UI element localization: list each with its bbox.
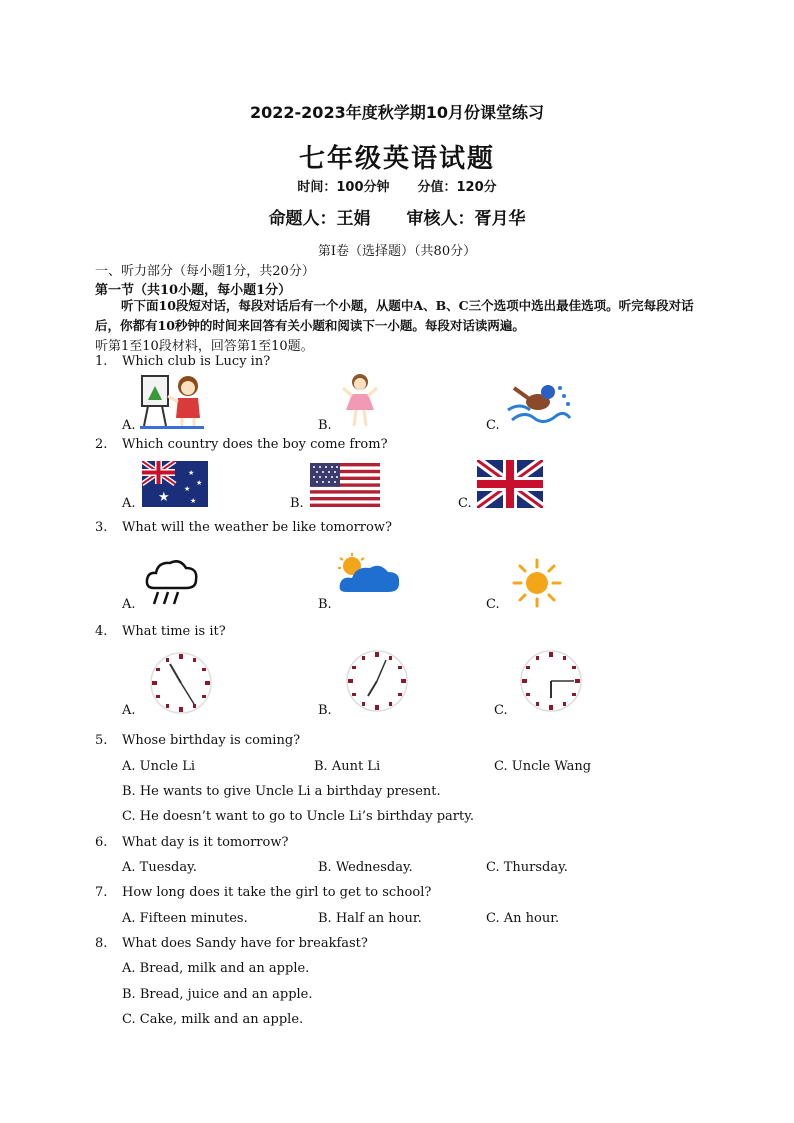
svg-text:★: ★ — [184, 485, 191, 493]
question-text: What day is it tomorrow? — [122, 835, 289, 850]
uk-flag — [477, 460, 543, 508]
question-number: 7. — [95, 885, 108, 900]
svg-text:★: ★ — [188, 469, 195, 477]
exam-reviewer: 审核人：胥月华 — [406, 209, 526, 229]
exam-authors — [0, 204, 794, 229]
option-label: A. — [122, 418, 136, 433]
exam-title: 七年级英语试题 — [298, 144, 495, 174]
cloudy-icon — [336, 552, 402, 598]
option-label: C. Uncle Wang — [494, 759, 592, 774]
option-label: B. Wednesday. — [318, 860, 413, 875]
sun-icon — [512, 558, 562, 608]
question-number: 4. — [95, 624, 108, 639]
question-text: What time is it? — [122, 624, 226, 639]
part1-heading: 一、听力部分（每小题1分，共20分） — [95, 264, 315, 279]
svg-text:★: ★ — [196, 479, 203, 487]
option-label: C. — [486, 418, 500, 433]
option-label: C. — [458, 496, 472, 511]
swimmer-picture — [504, 380, 574, 432]
girl-painting-picture — [138, 372, 210, 430]
question-number: 6. — [95, 835, 108, 850]
option-label: C. — [486, 597, 500, 612]
exam-meta — [0, 176, 794, 195]
question-text: What will the weather be like tomorrow? — [122, 520, 392, 535]
option-label: A. — [122, 597, 136, 612]
exam-time: 时间：100分钟 — [297, 180, 390, 195]
exam-title-line1: 2022-2023年度秋学期10月份课堂练习 — [250, 103, 544, 122]
option-label: B. — [318, 597, 332, 612]
question-text: Which country does the boy come from? — [122, 437, 388, 452]
option-label: A. — [122, 703, 136, 718]
rain-cloud-icon — [144, 554, 200, 608]
instructions: 听下面10段短对话，每段对话后有一个小题，从题中A、B、C三个选项中选出最佳选项。听完每段对话后，你都有10秒钟的时间来回答有关小题和阅读下一小题。每段对话读两遍。 — [95, 298, 694, 333]
exam-score: 分值：120分 — [417, 180, 497, 195]
option-label: B. He wants to give Uncle Li a birthday present. — [122, 784, 441, 799]
exam-author: 命题人：王娟 — [268, 209, 371, 229]
material-note: 听第1至10段材料，回答第1至10题。 — [95, 339, 314, 354]
question-number: 5. — [95, 733, 108, 748]
volume-heading: 第Ⅰ卷（选择题）（共80分） — [317, 244, 477, 259]
question-text: Whose birthday is coming? — [122, 733, 301, 748]
usa-flag — [310, 463, 380, 507]
svg-text:★: ★ — [158, 490, 170, 505]
option-label: A. Fifteen minutes. — [122, 911, 248, 926]
question-number: 8. — [95, 936, 108, 951]
option-label: C. Cake, milk and an apple. — [122, 1012, 304, 1027]
option-label: B. — [318, 418, 332, 433]
option-label: A. Tuesday. — [122, 860, 197, 875]
question-text: How long does it take the girl to get to school? — [122, 885, 432, 900]
option-label: A. Uncle Li — [122, 759, 196, 774]
clock-face — [344, 648, 410, 714]
option-label: B. — [318, 703, 332, 718]
option-label: B. Aunt Li — [314, 759, 381, 774]
clock-face — [148, 650, 214, 716]
svg-text:★: ★ — [190, 497, 197, 505]
question-text: Which club is Lucy in? — [122, 354, 271, 369]
question-number: 2. — [95, 437, 108, 452]
option-label: A. Bread, milk and an apple. — [122, 961, 310, 976]
question-number: 3. — [95, 520, 108, 535]
option-label: B. Bread, juice and an apple. — [122, 987, 313, 1002]
option-label: C. He doesn’t want to go to Uncle Li’s birthday party. — [122, 809, 474, 824]
question-number: 1. — [95, 354, 108, 369]
girl-dancing-picture — [340, 372, 380, 430]
clock-face — [518, 648, 584, 714]
option-label: C. Thursday. — [486, 860, 568, 875]
option-label: C. — [494, 703, 508, 718]
option-label: A. — [122, 496, 136, 511]
option-label: C. An hour. — [486, 911, 560, 926]
section1-heading: 第一节（共10小题，每小题1分） — [95, 283, 292, 298]
australia-flag — [142, 461, 208, 507]
question-text: What does Sandy have for breakfast? — [122, 936, 368, 951]
option-label: B. — [290, 496, 304, 511]
option-label: B. Half an hour. — [318, 911, 422, 926]
